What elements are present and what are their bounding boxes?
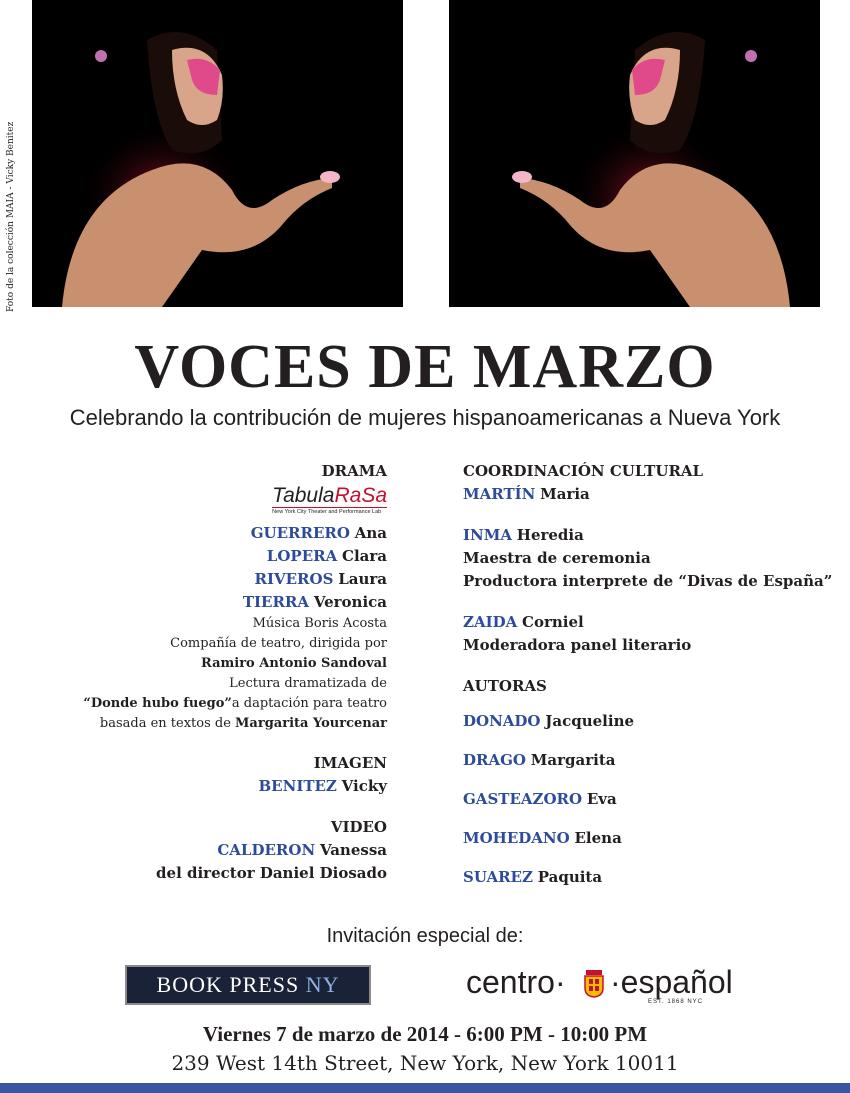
cast-member: GUERRERO Ana: [250, 524, 387, 542]
author-item: DRAGO Margarita: [463, 751, 616, 769]
music-credit: Música Boris Acosta: [252, 616, 387, 631]
video-director: del director Daniel Diosado: [156, 864, 387, 882]
centro-est: EST. 1868 NYC: [648, 999, 704, 1005]
director-name: Ramiro Antonio Sandoval: [200, 656, 387, 671]
imagen-credit: BENITEZ Vicky: [258, 777, 387, 795]
play-line: “Donde hubo fuego”a daptación para teatro: [83, 696, 387, 711]
imagen-heading: IMAGEN: [313, 754, 387, 772]
book-press-ny-logo: BOOK PRESS NY: [125, 965, 371, 1005]
event-date: Viernes 7 de marzo de 2014 - 6:00 PM - 10:00 PM: [202, 1022, 648, 1046]
cast-member: RIVEROS Laura: [254, 570, 387, 588]
centro-text-b: ·español: [610, 964, 733, 1000]
centro-text-a: centro·: [466, 964, 566, 1000]
author-item: MOHEDANO Elena: [463, 829, 622, 847]
photo-credit: Foto de la colección MAIA - Vicky Benitez: [6, 121, 16, 312]
event-address: 239 West 14th Street, New York, New York 10011: [171, 1051, 679, 1075]
inma-credit: INMA Heredia: [463, 526, 584, 544]
page-subtitle: Celebrando la contribución de mujeres hispanoamericanas a Nueva York: [69, 405, 781, 430]
photo-woman-right: [449, 0, 820, 307]
drama-heading: DRAMA: [321, 462, 387, 480]
spain-crest-icon: [582, 970, 606, 998]
bottom-bar: [0, 1083, 850, 1093]
right-column: [463, 460, 843, 889]
logo-text-b: RaSa: [334, 484, 387, 507]
inma-role-2: Productora interprete de “Divas de España”: [463, 572, 833, 590]
autoras-heading: AUTORAS: [463, 677, 547, 695]
zaida-role: Moderadora panel literario: [463, 636, 692, 654]
left-column: [47, 460, 387, 885]
author-item: SUAREZ Paquita: [463, 868, 603, 886]
logo-text-a: Tabula: [272, 484, 335, 507]
invitation-line: Invitación especial de:: [326, 925, 524, 947]
reading-line: Lectura dramatizada de: [229, 676, 387, 691]
company-credit: Compañía de teatro, dirigida por: [170, 636, 387, 651]
coordinacion-heading: COORDINACIÓN CULTURAL: [463, 462, 704, 480]
video-heading: VIDEO: [330, 818, 387, 836]
centro-espanol-logo: [466, 962, 746, 1010]
coordinacion-credit: MARTÍN Maria: [463, 485, 590, 503]
author-item: GASTEAZORO Eva: [463, 790, 617, 808]
page-title: VOCES DE MARZO: [134, 333, 716, 401]
logo-tagline: New York City Theater and Performance Lab: [272, 507, 387, 516]
inma-role-1: Maestra de ceremonia: [463, 549, 651, 567]
video-credit: CALDERON Vanessa: [217, 841, 387, 859]
cast-member: TIERRA Veronica: [242, 593, 387, 611]
photo-woman-left: [32, 0, 403, 307]
cast-member: LOPERA Clara: [266, 547, 387, 565]
based-on-line: basada en textos de Margarita Yourcenar: [99, 716, 387, 731]
author-item: DONADO Jacqueline: [463, 712, 635, 730]
zaida-credit: ZAIDA Corniel: [463, 613, 584, 631]
tabula-rasa-logo: [272, 485, 387, 516]
